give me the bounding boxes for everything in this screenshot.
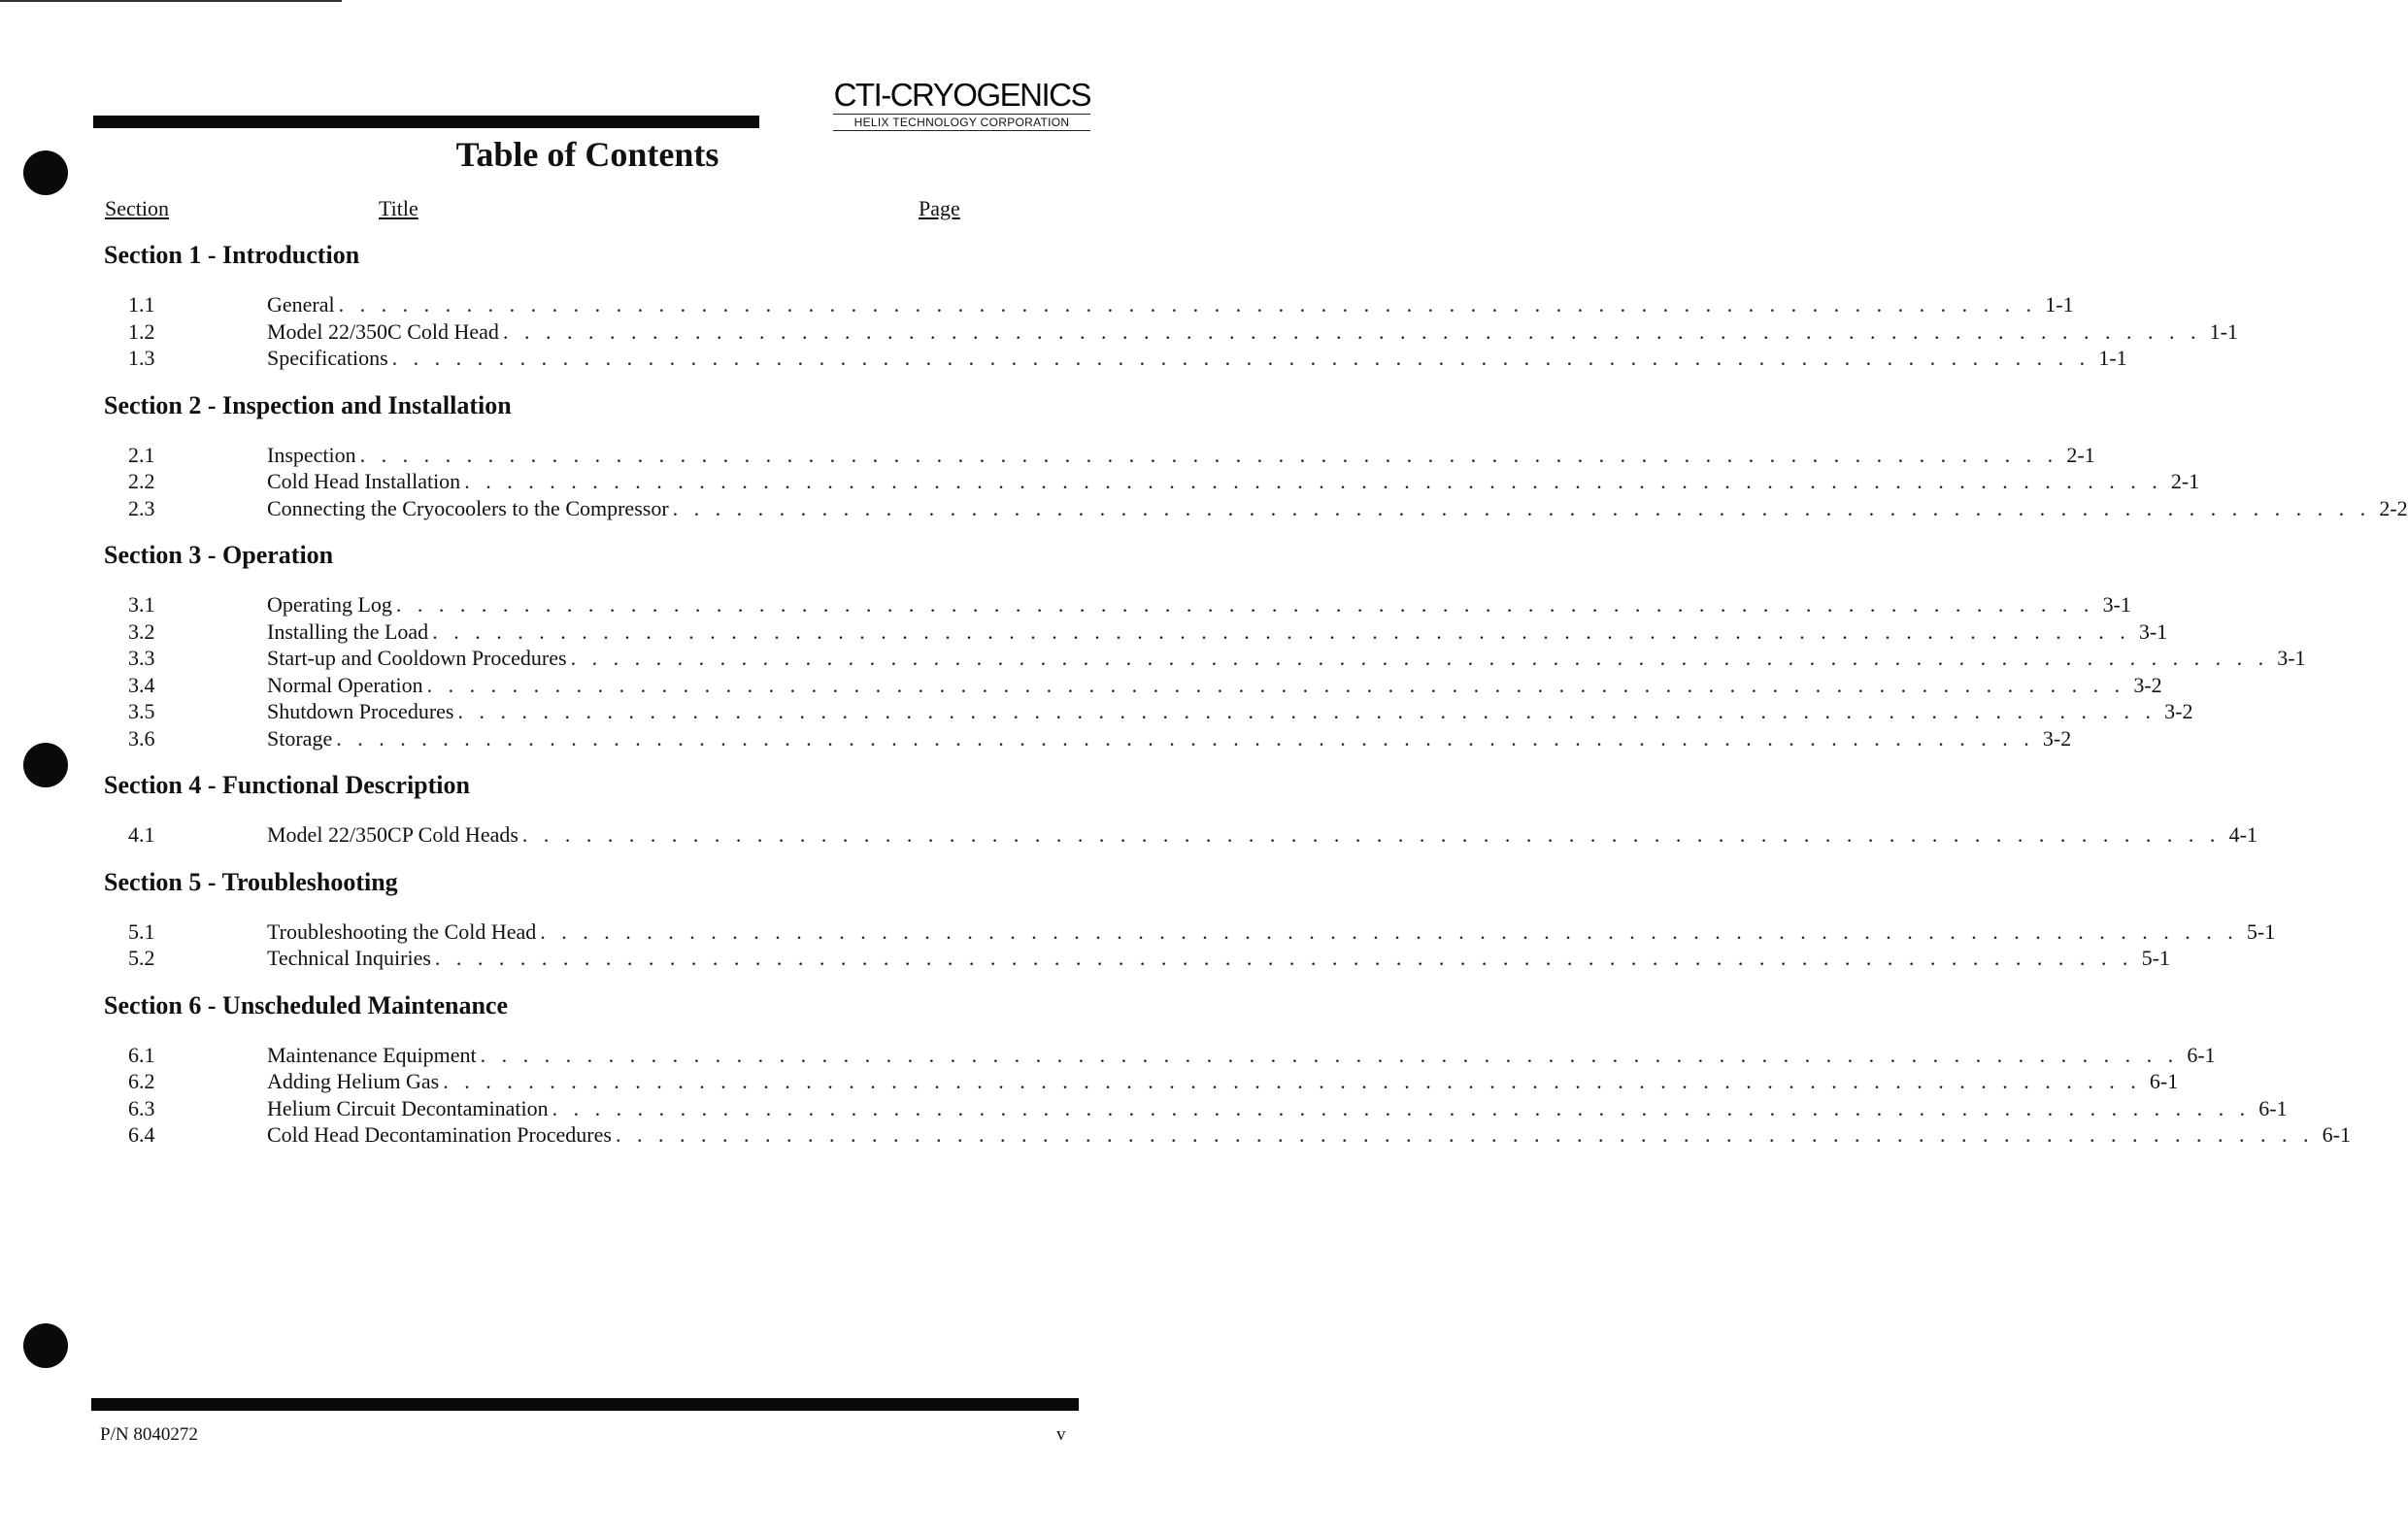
toc-section [104,985,2351,1149]
header-rule [93,116,759,128]
entry-page: 3-1 [2102,592,2131,617]
entry-page: 2-1 [2066,442,2095,467]
dot-leader: . . . . . . . . . . . . . . . . . . . . . . . . . . . . . . . . . . . . . . . . . . . . . . . . . . . . . . . . . . . . . . . . . . . . . . . . . . . . . . . . [540,918,2239,944]
entry-page: 3-2 [2042,725,2072,751]
dot-leader: . . . . . . . . . . . . . . . . . . . . . . . . . . . . . . . . . . . . . . . . . . . . . . . . . . . . . . . . . . . . . . . . . . . . . . . . . . . . . . . . [570,646,2269,670]
entry-title: General [267,292,335,317]
toc-entry [104,1068,2179,1095]
entry-page: 5-1 [2246,918,2276,944]
entry-page: 3-2 [2164,699,2193,723]
section-heading: Section 5 - Troubleshooting [104,867,398,896]
entry-page: 3-1 [2277,646,2306,670]
entry-number: 1.3 [128,346,155,370]
binder-punch-hole [23,743,68,787]
toc-entry [104,468,2200,495]
binder-punch-hole [23,150,68,195]
entry-page: 1-1 [2045,292,2074,317]
company-name: CTI-CRYOGENICS [833,77,1090,113]
toc-entry [104,291,2074,318]
entry-title: Start-up and Cooldown Procedures [267,646,567,670]
dot-leader: . . . . . . . . . . . . . . . . . . . . . . . . . . . . . . . . . . . . . . . . . . . . . . . . . . . . . . . . . . . . . . . . . . . . . . . . . . . . . . . . [434,946,2133,970]
entry-number: 3.5 [128,699,155,723]
toc-entry [104,318,2238,346]
entry-number: 6.3 [128,1095,155,1120]
dot-leader: . . . . . . . . . . . . . . . . . . . . . . . . . . . . . . . . . . . . . . . . . . . . . . . . . . . . . . . . . . . . . . . . . . . . . . . . . . . . . . . . [672,495,2371,520]
entry-title: Specifications [267,346,388,370]
entry-title: Model 22/350CP Cold Heads [267,822,518,847]
entry-page: 6-1 [2322,1122,2351,1147]
column-header-section: Section [105,196,169,220]
dot-leader: . . . . . . . . . . . . . . . . . . . . . . . . . . . . . . . . . . . . . . . . . . . . . . . . . . . . . . . . . . . . . . . . . . . . . . . . . . . . . . . . [457,699,2157,723]
entry-number: 5.1 [128,918,155,944]
entry-number: 3.4 [128,672,155,697]
entry-title: Normal Operation [267,672,423,697]
entry-page: 6-1 [2258,1095,2288,1120]
toc-entry [104,725,2072,752]
scan-edge-rule [0,0,342,2]
toc-section [104,535,2306,751]
entry-page: 6-1 [2187,1042,2216,1067]
toc-entry [104,618,2168,646]
entry-title: Helium Circuit Decontamination [267,1095,549,1120]
part-number: P/N 8040272 [100,1424,198,1445]
entry-page: 1-1 [2098,346,2127,370]
dot-leader: . . . . . . . . . . . . . . . . . . . . . . . . . . . . . . . . . . . . . . . . . . . . . . . . . . . . . . . . . . . . . . . . . . . . . . . . . . . . . . . . [464,469,2163,493]
entry-number: 6.4 [128,1122,155,1147]
toc-entry [104,645,2306,672]
entry-number: 3.6 [128,725,155,751]
dot-leader: . . . . . . . . . . . . . . . . . . . . . . . . . . . . . . . . . . . . . . . . . . . . . . . . . . . . . . . . . . . . . . . . . . . . . . . . . . . . . . . . [521,822,2221,847]
entry-page: 4-1 [2228,822,2258,847]
toc-entry [104,345,2127,372]
toc-section [104,385,2408,522]
entry-title: Technical Inquiries [267,946,431,970]
entry-title: Adding Helium Gas [267,1069,440,1093]
toc-entry [104,1121,2351,1149]
entry-title: Troubleshooting the Cold Head [267,918,537,944]
section-heading: Section 6 - Unscheduled Maintenance [104,990,508,1019]
entry-number: 4.1 [128,822,155,847]
entry-page: 1-1 [2209,318,2238,344]
page-number: v [1056,1424,1066,1445]
entry-title: Storage [267,725,333,751]
entry-title: Model 22/350C Cold Head [267,318,499,344]
dot-leader: . . . . . . . . . . . . . . . . . . . . . . . . . . . . . . . . . . . . . . . . . . . . . . . . . . . . . . . . . . . . . . . . . . . . . . . . . . . . . . . . [395,592,2094,617]
company-subtitle: HELIX TECHNOLOGY CORPORATION [833,114,1090,131]
entry-page: 2-1 [2170,469,2200,493]
entry-title: Shutdown Procedures [267,699,454,723]
entry-number: 5.2 [128,946,155,970]
toc-section [104,862,2276,972]
toc-entry [104,495,2408,522]
entry-title: Inspection [267,442,356,467]
section-heading: Section 2 - Inspection and Installation [104,390,512,419]
binder-punch-hole [23,1323,68,1368]
dot-leader: . . . . . . . . . . . . . . . . . . . . . . . . . . . . . . . . . . . . . . . . . . . . . . . . . . . . . . . . . . . . . . . . . . . . . . . . . . . . . . . . [426,672,2125,697]
entry-page: 3-1 [2138,618,2168,644]
footer-rule [91,1398,1079,1411]
company-logo [833,78,1090,131]
entry-number: 2.1 [128,442,155,467]
toc-entry [104,442,2095,469]
dot-leader: . . . . . . . . . . . . . . . . . . . . . . . . . . . . . . . . . . . . . . . . . . . . . . . . . . . . . . . . . . . . . . . . . . . . . . . . . . . . . . . . [443,1069,2142,1093]
page-title: Table of Contents [455,135,719,174]
table-of-contents [104,235,2408,1162]
toc-section [104,765,2258,849]
toc-entry [104,591,2131,618]
toc-entry [104,1042,2216,1069]
section-heading: Section 3 - Operation [104,541,334,569]
toc-entry [104,821,2258,849]
dot-leader: . . . . . . . . . . . . . . . . . . . . . . . . . . . . . . . . . . . . . . . . . . . . . . . . . . . . . . . . . . . . . . . . . . . . . . . . . . . . . . . . [338,292,2037,317]
dot-leader: . . . . . . . . . . . . . . . . . . . . . . . . . . . . . . . . . . . . . . . . . . . . . . . . . . . . . . . . . . . . . . . . . . . . . . . . . . . . . . . . [359,442,2058,467]
entry-number: 2.3 [128,495,155,520]
entry-number: 6.1 [128,1042,155,1067]
column-header-title: Title [379,196,418,220]
entry-title: Installing the Load [267,618,429,644]
entry-page: 3-2 [2133,672,2162,697]
section-heading: Section 4 - Functional Description [104,771,470,799]
entry-title: Operating Log [267,592,392,617]
entry-title: Cold Head Installation [267,469,461,493]
toc-entry [104,1095,2288,1122]
entry-title: Maintenance Equipment [267,1042,477,1067]
entry-number: 3.3 [128,646,155,670]
toc-section [104,235,2238,372]
toc-entry [104,918,2276,946]
entry-number: 1.1 [128,292,155,317]
entry-number: 2.2 [128,469,155,493]
toc-entry [104,698,2193,725]
entry-number: 6.2 [128,1069,155,1093]
dot-leader: . . . . . . . . . . . . . . . . . . . . . . . . . . . . . . . . . . . . . . . . . . . . . . . . . . . . . . . . . . . . . . . . . . . . . . . . . . . . . . . . [391,346,2090,370]
column-header-page: Page [919,196,960,220]
entry-number: 3.2 [128,618,155,644]
entry-page: 6-1 [2149,1069,2179,1093]
dot-leader: . . . . . . . . . . . . . . . . . . . . . . . . . . . . . . . . . . . . . . . . . . . . . . . . . . . . . . . . . . . . . . . . . . . . . . . . . . . . . . . . [336,725,2035,751]
toc-entry [104,672,2162,699]
entry-page: 2-2 [2379,495,2408,520]
dot-leader: . . . . . . . . . . . . . . . . . . . . . . . . . . . . . . . . . . . . . . . . . . . . . . . . . . . . . . . . . . . . . . . . . . . . . . . . . . . . . . . . [615,1122,2314,1147]
entry-title: Connecting the Cryocoolers to the Compressor [267,495,669,520]
section-heading: Section 1 - Introduction [104,241,360,269]
toc-entry [104,945,2170,972]
dot-leader: . . . . . . . . . . . . . . . . . . . . . . . . . . . . . . . . . . . . . . . . . . . . . . . . . . . . . . . . . . . . . . . . . . . . . . . . . . . . . . . . [480,1042,2179,1067]
entry-number: 1.2 [128,318,155,344]
entry-title: Cold Head Decontamination Procedures [267,1122,612,1147]
dot-leader: . . . . . . . . . . . . . . . . . . . . . . . . . . . . . . . . . . . . . . . . . . . . . . . . . . . . . . . . . . . . . . . . . . . . . . . . . . . . . . . . [502,318,2201,344]
entry-page: 5-1 [2141,946,2170,970]
entry-number: 3.1 [128,592,155,617]
dot-leader: . . . . . . . . . . . . . . . . . . . . . . . . . . . . . . . . . . . . . . . . . . . . . . . . . . . . . . . . . . . . . . . . . . . . . . . . . . . . . . . . [432,618,2131,644]
dot-leader: . . . . . . . . . . . . . . . . . . . . . . . . . . . . . . . . . . . . . . . . . . . . . . . . . . . . . . . . . . . . . . . . . . . . . . . . . . . . . . . . [552,1095,2251,1120]
